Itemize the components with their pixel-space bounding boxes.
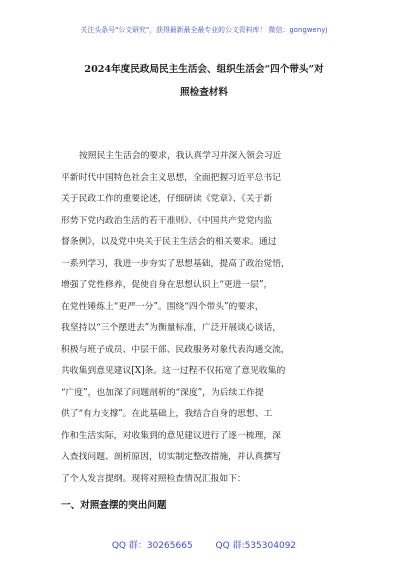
section-heading: 一、对照查摆的突出问题 xyxy=(61,500,167,511)
document-title xyxy=(40,58,368,104)
body-line: 增强了党性修养，促使自身在思想认识上“更进一层”， xyxy=(61,280,273,290)
body-line: 一系列学习，我进一步夯实了思想基础，提高了政治觉悟， xyxy=(61,258,290,269)
body-line: 了个人发言提纲。现将对照检查情况汇报如下： xyxy=(61,473,246,484)
body-line: 形势下党内政治生活的若干准则》、《中国共产党党内监 xyxy=(61,215,273,226)
title-line-1: 2024年度民政局民主生活会、组织生活会“四个带头”对 xyxy=(84,64,324,75)
footer-qq-group-1: QQ 群：30265665 xyxy=(111,541,193,551)
body-paragraph xyxy=(61,146,351,490)
header-banner: 关注头条号"公文研究"，获得最新最全最专业的公文资料库！ 微信：gongwenyj xyxy=(80,26,328,34)
body-line: 平新时代中国特色社会主义思想，全面把握习近平总书记 xyxy=(61,172,281,183)
footer-qq-group-2: QQ 群:535304092 xyxy=(215,541,297,551)
body-line: 供了“有力支撑”。在此基础上，我结合自身的思想、工 xyxy=(61,409,273,419)
body-line: 关于民政工作的重要论述，仔细研读《党章》、《关于新 xyxy=(61,194,273,204)
footer xyxy=(0,538,408,551)
body-line: 在党性锤炼上“更严一分”。围绕“四个带头”的要求， xyxy=(61,301,264,312)
body-line: 积极与班子成员、中层干部、民政服务对象代表沟通交流， xyxy=(61,344,290,355)
body-line: 督条例》，以及党中央关于民主生活会的相关要求。通过 xyxy=(61,237,277,247)
body-line: 按照民主生活会的要求，我认真学习并深入领会习近 xyxy=(79,151,282,161)
body-line: 我坚持以“三个摆进去”为衡量标准，广泛开展谈心谈话， xyxy=(61,323,282,333)
body-line: 入查找问题、剖析原因，切实制定整改措施，并认真撰写 xyxy=(61,452,281,462)
title-line-2: 照检查材料 xyxy=(180,87,228,98)
body-line: 作和生活实际，对收集到的意见建议进行了逐一梳理，深 xyxy=(61,430,281,441)
body-line: 共收集到意见建议[X]条。这一过程不仅拓宽了意见收集的 xyxy=(61,366,286,376)
body-line: “广度”，也加深了问题剖析的“深度”，为后续工作提 xyxy=(61,387,264,398)
